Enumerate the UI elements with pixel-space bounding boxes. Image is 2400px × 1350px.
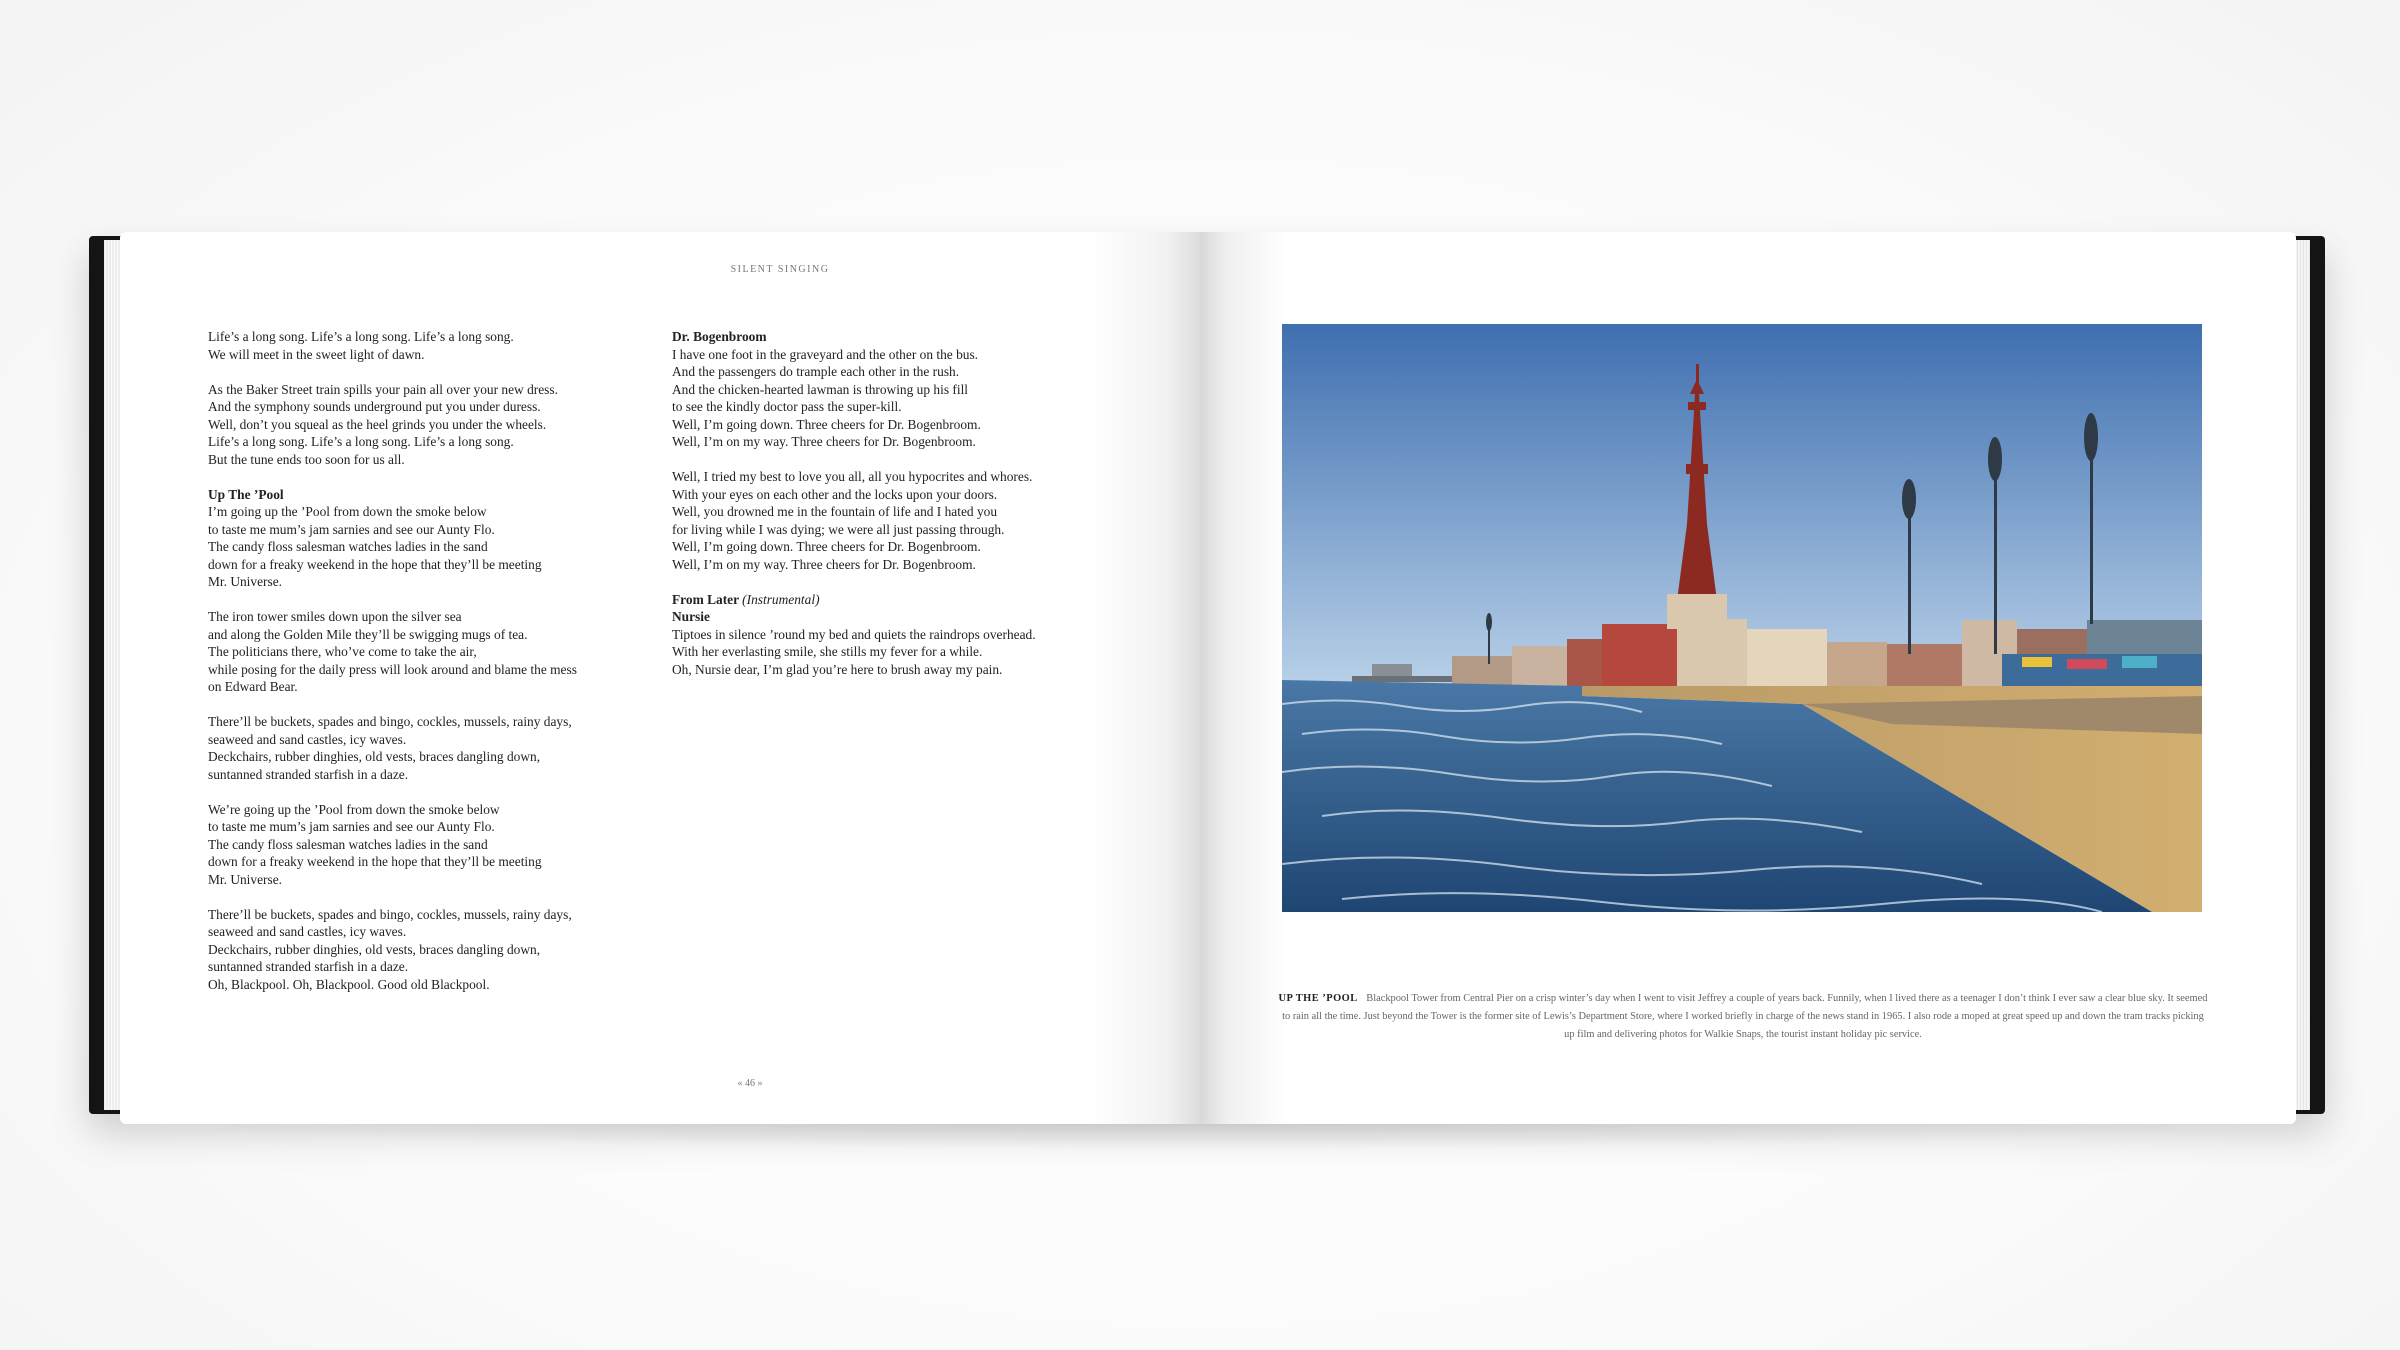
lyric-line: The candy floss salesman watches ladies in the sand xyxy=(208,836,488,852)
blackpool-tower-photo xyxy=(1282,324,2202,912)
caption-lead: UP THE ’POOL xyxy=(1278,993,1358,1004)
lyric-stanza xyxy=(672,346,1112,451)
lyrics-column-right xyxy=(672,328,1112,696)
lyric-line: Oh, Nursie dear, I’m glad you’re here to brush away my pain. xyxy=(672,661,1003,677)
lyric-stanza xyxy=(208,503,628,591)
right-page xyxy=(1200,232,2296,1124)
caption-text: Blackpool Tower from Central Pier on a crisp winter’s day when I went to visit Jeffrey a couple of years back. Funnily, when I lived there as a teenager I don’t think I ever saw a clear blue sky. It seemed to rain all the time. Just beyond the Tower is the former site of Lewis’s Department Store, where I worked briefly in charge of the news stand in 1965. I also rode a moped at great speed up and down the tram tracks picking up film and delivering photos for Walkie Snaps, the tourist instant holiday pic service. xyxy=(1282,993,2208,1040)
lyric-line: suntanned stranded starfish in a daze. xyxy=(208,959,409,974)
lyric-line: Well, I’m on my way. Three cheers for Dr. Bogenbroom. xyxy=(672,556,976,572)
lyric-line: Life’s a long song. Life’s a long song. Life’s a long song. xyxy=(208,434,514,449)
page-number: « 46 » xyxy=(737,1078,763,1089)
lyric-line: With your eyes on each other and the locks upon your doors. xyxy=(672,486,998,502)
lyric-line: Well, I’m going down. Three cheers for Dr. Bogenbroom. xyxy=(672,539,981,554)
lyric-line: Well, you drowned me in the fountain of life and I hated you xyxy=(672,504,998,519)
lyric-line: Well, I’m on my way. Three cheers for Dr. Bogenbroom. xyxy=(672,434,976,449)
lyric-stanza xyxy=(208,801,628,889)
lyric-line: Well, I tried my best to love you all, all you hypocrites and whores. xyxy=(672,469,1033,484)
lyric-line: Tiptoes in silence ’round my bed and quiets the raindrops overhead. xyxy=(672,626,1036,642)
lyric-line: on Edward Bear. xyxy=(208,679,298,694)
lyric-line: Well, I’m going down. Three cheers for Dr. Bogenbroom. xyxy=(672,416,981,432)
lyric-line: There’ll be buckets, spades and bingo, cockles, mussels, rainy days, xyxy=(208,906,572,922)
lyric-stanza xyxy=(208,713,628,783)
song-title-text: Up The ’Pool xyxy=(208,486,284,502)
lyric-line: The candy floss salesman watches ladies in the sand xyxy=(208,539,488,554)
lyric-line: And the symphony sounds underground put you under duress. xyxy=(208,399,541,414)
lyric-line: I have one foot in the graveyard and the other on the bus. xyxy=(672,346,979,362)
lyric-line: down for a freaky weekend in the hope that they’ll be meeting xyxy=(208,556,542,572)
lyric-line: And the chicken-hearted lawman is throwing up his fill xyxy=(672,381,969,397)
song-title xyxy=(672,608,1112,626)
lyric-line: The politicians there, who’ve come to take the air, xyxy=(208,644,477,659)
song-title xyxy=(672,591,1112,609)
lyric-line: Mr. Universe. xyxy=(208,871,283,887)
lyrics-column-left xyxy=(208,328,628,1011)
song-title-text: Nursie xyxy=(672,609,710,624)
lyric-stanza xyxy=(208,381,628,469)
song-title-text: From Later xyxy=(672,591,739,607)
lyric-stanza xyxy=(208,328,628,363)
lyric-line: With her everlasting smile, she stills my fever for a while. xyxy=(672,644,983,659)
song-title-text: Dr. Bogenbroom xyxy=(672,329,767,344)
lyric-stanza xyxy=(208,906,628,994)
lyric-line: The iron tower smiles down upon the silver sea xyxy=(208,609,462,624)
lyric-line: seaweed and sand castles, icy waves. xyxy=(208,924,407,939)
lyric-line: for living while I was dying; we were all just passing through. xyxy=(672,521,1005,537)
lyric-line: while posing for the daily press will look around and blame the mess xyxy=(208,661,577,677)
lyric-line: down for a freaky weekend in the hope that they’ll be meeting xyxy=(208,854,542,869)
left-page xyxy=(120,232,1200,1124)
lyric-line: Well, don’t you squeal as the heel grinds you under the wheels. xyxy=(208,416,547,432)
photo-caption xyxy=(1276,990,2210,1044)
song-title xyxy=(208,486,628,504)
song-title xyxy=(672,328,1112,346)
pier xyxy=(1352,676,1462,682)
song-note: (Instrumental) xyxy=(742,591,820,607)
lyric-line: Oh, Blackpool. Oh, Blackpool. Good old Blackpool. xyxy=(208,976,490,992)
lyric-line: As the Baker Street train spills your pain all over your new dress. xyxy=(208,381,558,397)
lyric-line: And the passengers do trample each other in the rush. xyxy=(672,364,960,379)
lyric-line: seaweed and sand castles, icy waves. xyxy=(208,731,407,747)
lyric-stanza xyxy=(672,468,1112,573)
lyric-line: and along the Golden Mile they’ll be swigging mugs of tea. xyxy=(208,626,528,642)
lyric-line: There’ll be buckets, spades and bingo, cockles, mussels, rainy days, xyxy=(208,714,572,729)
lyric-line: Deckchairs, rubber dinghies, old vests, braces dangling down, xyxy=(208,941,541,957)
photo-illustration xyxy=(1282,324,2202,912)
running-head: SILENT SINGING xyxy=(730,264,830,275)
lyric-line: We’re going up the ’Pool from down the smoke below xyxy=(208,801,500,817)
lyric-line: We will meet in the sweet light of dawn. xyxy=(208,346,425,362)
lyric-line: I’m going up the ’Pool from down the smoke below xyxy=(208,504,487,519)
lyric-line: suntanned stranded starfish in a daze. xyxy=(208,766,409,782)
lyric-stanza xyxy=(208,608,628,696)
lyric-stanza xyxy=(672,626,1112,679)
lyric-line: to see the kindly doctor pass the super-kill. xyxy=(672,399,902,414)
lyric-line: to taste me mum’s jam sarnies and see our Aunty Flo. xyxy=(208,819,495,834)
lyric-line: Mr. Universe. xyxy=(208,574,283,589)
lyric-line: Deckchairs, rubber dinghies, old vests, braces dangling down, xyxy=(208,749,541,764)
lyric-line: But the tune ends too soon for us all. xyxy=(208,451,405,467)
lyric-line: Life’s a long song. Life’s a long song. Life’s a long song. xyxy=(208,329,514,344)
lyric-line: to taste me mum’s jam sarnies and see our Aunty Flo. xyxy=(208,521,495,537)
